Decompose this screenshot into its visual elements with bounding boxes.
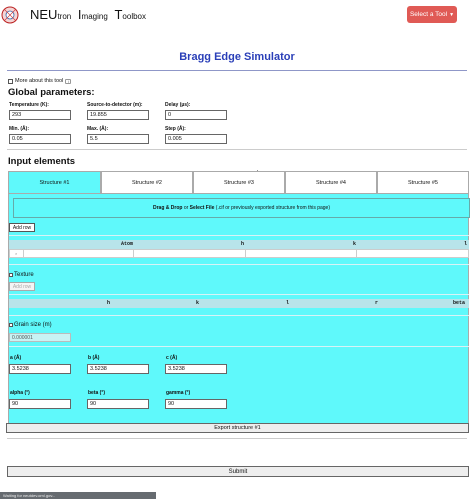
grain-size-input[interactable]: 0.000001 [9,333,71,342]
l-col-header: l [464,241,468,247]
browser-status-bar: Waiting for neutdev.ornl.gov... [0,492,156,499]
lattice-b-input[interactable]: 3.5238 [87,364,149,374]
dropzone-hint-text: (.cif or previously exported structure from this page) [214,205,331,211]
cell-divider [356,250,357,257]
brand-maging: maging [81,12,108,21]
atom-table-header [9,240,469,249]
neutron-logo-icon[interactable] [1,3,19,28]
lattice-c-label: c (Å) [166,355,178,361]
select-tool-label: Select a Tool [409,11,448,18]
lattice-alpha-input[interactable]: 90 [9,399,71,409]
tab-structure-2[interactable]: Structure #2 [101,171,193,194]
temperature-input[interactable]: 293 [9,110,71,120]
texture-k-col-header: k [196,300,200,306]
structure-panel [8,193,469,431]
grain-size-label: Grain size (m) [14,322,52,328]
file-dropzone[interactable] [13,198,470,218]
cell-divider [245,250,246,257]
delay-label: Delay (µs): [165,102,191,108]
divider [9,235,469,236]
dropzone-or-text: or [182,205,190,211]
input-elements-heading: Input elements [8,156,76,167]
brand-i: I [77,7,82,22]
global-parameters-heading: Global parameters: [8,87,95,98]
tab-structure-1[interactable]: Structure #1 [8,171,101,194]
cell-divider [23,250,24,257]
atom-table-row[interactable] [9,249,469,258]
brand-title[interactable] [30,7,146,22]
min-input[interactable]: 0.05 [9,134,71,144]
cell-divider [133,250,134,257]
page-title: Bragg Edge Simulator [179,51,295,63]
texture-r-col-header: r [375,300,379,306]
lattice-a-input[interactable]: 3.5238 [9,364,71,374]
texture-l-col-header: l [286,300,290,306]
lattice-c-input[interactable]: 3.5238 [165,364,227,374]
brand-oolbox: oolbox [122,12,146,21]
more-about-toggle[interactable] [8,78,71,84]
dropzone-drag-text: Drag & Drop [152,205,183,211]
atom-col-header: Atom [121,241,134,247]
max-input[interactable]: 5.5 [87,134,149,144]
divider [9,294,469,295]
submit-button[interactable]: Submit [7,466,469,477]
divider [9,315,469,316]
info-icon[interactable]: i [65,79,71,84]
brand-eu: EU [39,7,58,22]
divider [9,346,469,347]
divider [7,438,467,439]
max-label: Max. (Å): [87,126,109,132]
k-col-header: k [353,241,357,247]
divider [9,264,469,265]
tab-structure-5[interactable]: Structure #5 [377,171,469,194]
source-to-detector-label: Source-to-detector (m): [87,102,143,108]
lattice-b-label: b (Å) [88,355,100,361]
step-input[interactable]: 0.005 [165,134,227,144]
min-label: Min. (Å): [9,126,29,132]
select-tool-button[interactable] [407,6,457,23]
lattice-a-label: a (Å) [10,355,22,361]
texture-beta-col-header: beta [453,300,466,306]
divider [7,70,467,71]
tab-structure-3[interactable]: Structure #3 [193,171,285,194]
more-about-checkbox[interactable] [8,79,13,84]
texture-h-col-header: h [107,300,111,306]
delete-row-icon[interactable]: × [15,251,18,256]
caret-down-icon: ▼ [449,11,455,18]
texture-table-header [9,299,469,308]
grain-size-toggle[interactable] [9,322,52,328]
lattice-gamma-input[interactable]: 90 [165,399,227,409]
lattice-alpha-label: alpha (°) [10,390,30,396]
brand-t: T [114,7,123,22]
select-file-link[interactable]: Select File [189,205,215,211]
add-texture-row-button[interactable]: Add row [9,282,35,291]
brand-tron: tron [57,12,72,21]
source-to-detector-input[interactable]: 19.855 [87,110,149,120]
lattice-beta-label: beta (°) [88,390,105,396]
tab-structure-4[interactable]: Structure #4 [285,171,377,194]
lattice-beta-input[interactable]: 90 [87,399,149,409]
add-atom-row-button[interactable]: Add row [9,223,35,232]
divider [7,149,467,150]
temperature-label: Temperature (K): [9,102,49,108]
delay-input[interactable]: 0 [165,110,227,120]
export-structure-button[interactable]: Export structure #1 [6,423,469,433]
step-label: Step (Å): [165,126,186,132]
texture-toggle[interactable] [9,272,34,278]
grain-size-checkbox[interactable] [9,323,13,327]
h-col-header: h [241,241,245,247]
lattice-gamma-label: gamma (°) [166,390,191,396]
texture-label: Texture [14,272,34,278]
brand-n: N [30,7,40,22]
texture-checkbox[interactable] [9,273,13,277]
more-about-label: More about this tool [15,78,64,84]
